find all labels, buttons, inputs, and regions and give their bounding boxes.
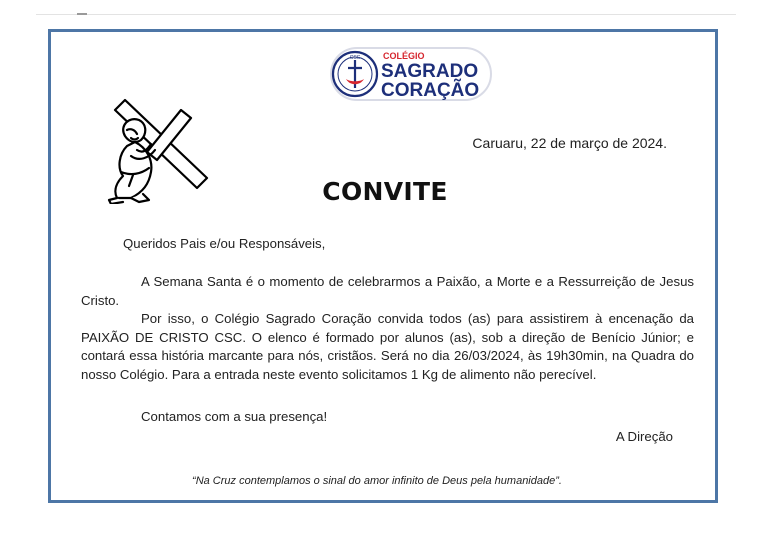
- signature: A Direção: [615, 429, 673, 444]
- school-logo-graphic: [329, 46, 495, 102]
- invitation-card: [48, 29, 718, 503]
- footer-quote: “Na Cruz contemplamos o sinal do amor infinito de Deus pela humanidade”.: [192, 475, 562, 487]
- logo-line-coracao: CORAÇÃO: [381, 80, 480, 101]
- letter-body: [81, 273, 694, 385]
- school-logo: [329, 46, 495, 102]
- logo-line-sagrado: SAGRADO: [381, 61, 479, 82]
- top-marker: [77, 13, 87, 15]
- closing-line: Contamos com a sua presença!: [141, 409, 328, 424]
- logo-line-colegio: COLÉGIO: [383, 51, 425, 61]
- invitation-title: CONVITE: [322, 177, 448, 206]
- emblem-text: CSC: [349, 55, 361, 61]
- paragraph-semana-santa: A Semana Santa é o momento de celebrarmos a Paixão, a Morte e a Ressurreição de Jesus Cristo.: [81, 274, 694, 308]
- paragraph-convite-details: Por isso, o Colégio Sagrado Coração convida todos (as) para assistirem à encenação da PAIXÃO DE CRISTO CSC. O elenco é formado por alunos (as), sob a direção de Benício Júnior; e contará essa história marcante para nós, cristãos. Será no dia 26/03/2024, às 19h30min, na Quadra do nosso Colégio. Para a entrada neste evento solicitamos 1 Kg de alimento não perecível.: [81, 311, 694, 382]
- letter-date: Caruaru, 22 de março de 2024.: [472, 135, 667, 151]
- top-divider: [36, 14, 736, 15]
- salutation: Queridos Pais e/ou Responsáveis,: [123, 236, 326, 251]
